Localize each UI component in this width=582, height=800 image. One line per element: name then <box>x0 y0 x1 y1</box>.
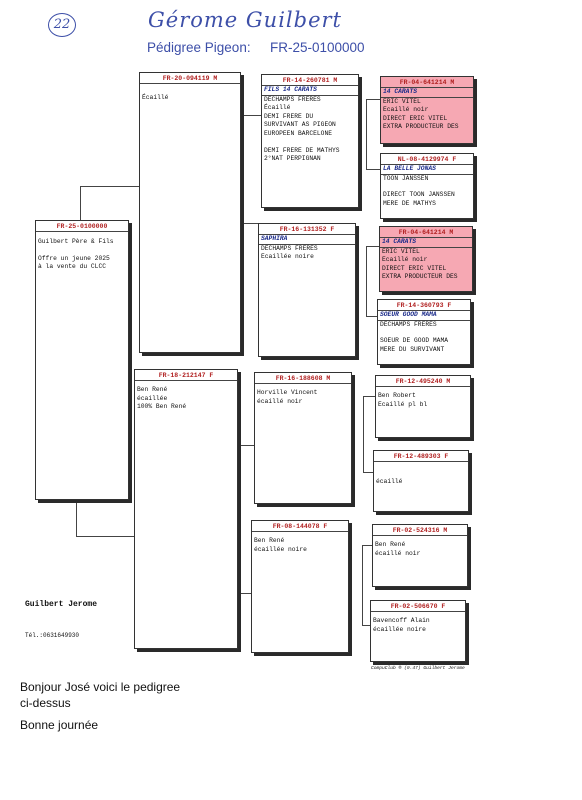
card-line: Ben René <box>254 537 285 544</box>
card-line: écaillée <box>137 394 168 402</box>
card-line: Bavencoff Alain <box>373 617 430 624</box>
card-line: MERE DE MATHYS <box>383 199 436 207</box>
card-line: SOEUR DE GOOD MAMA <box>380 337 449 345</box>
connector <box>362 545 372 546</box>
ring-number: FR-25-0100000 <box>36 221 128 232</box>
card-line: EUROPEEN BARCELONE <box>264 129 333 137</box>
card-line: Ecaillé noir <box>382 256 428 264</box>
card-line: DECHAMPS FRERES <box>264 95 321 103</box>
pigeon-card-fm <box>258 223 356 357</box>
card-line: DECHAMPS FRERES <box>380 320 437 328</box>
pigeon-card-fmm <box>377 299 471 365</box>
pigeon-card-mm <box>251 520 349 653</box>
card-line: DIRECT ERIC VITEL <box>382 264 447 272</box>
connector <box>240 445 241 593</box>
connector <box>243 115 261 116</box>
pigeon-name: 14 CARATS <box>381 88 473 98</box>
card-line: MERE DU SURVIVANT <box>380 345 445 353</box>
greeting-line-2: ci-dessus <box>20 696 71 710</box>
pedigree-ring-number: FR-25-0100000 <box>270 40 365 55</box>
card-line: Ecaillée noire <box>261 253 314 261</box>
card-line: Horville Vincent <box>257 389 318 396</box>
card-line: écaillé noir <box>375 549 421 557</box>
pigeon-card-mmf <box>372 524 468 587</box>
pigeon-name: SAPHIRA <box>259 235 355 245</box>
pigeon-card-fmf <box>379 226 473 292</box>
ring-number: FR-02-506670 F <box>371 601 465 612</box>
owner-phone: Tél.:0631649930 <box>25 632 80 639</box>
pigeon-card-ffm <box>380 153 474 219</box>
card-line: Ben René <box>375 541 406 548</box>
card-line: DEMI FRERE DE MATHYS <box>264 146 340 154</box>
card-line: DECHAMPS FRERES <box>261 244 318 252</box>
connector <box>366 169 380 170</box>
card-line <box>381 183 473 191</box>
ring-number: FR-02-524316 M <box>373 525 467 536</box>
connector <box>363 396 375 397</box>
card-line: ERIC VITEL <box>382 247 420 255</box>
farewell-text: Bonne journée <box>20 718 99 732</box>
pigeon-name: SOEUR GOOD MAMA <box>378 311 470 321</box>
ring-number: FR-16-188608 M <box>255 373 351 384</box>
connector <box>76 500 77 536</box>
pigeon-card-father <box>139 72 241 353</box>
card-line <box>262 139 358 147</box>
greeting-line-1: Bonjour José voici le pedigree <box>20 680 181 694</box>
card-line: Offre un jeune 2025 <box>38 254 110 262</box>
owner-name: Guilbert Jerome <box>25 600 98 609</box>
connector <box>366 99 380 100</box>
card-line: écaillé noir <box>257 397 303 405</box>
connector <box>80 186 81 220</box>
card-line: DIRECT TOON JANSSEN <box>383 191 455 199</box>
ring-number: FR-04-641214 M <box>381 77 473 88</box>
pigeon-name: FILS 14 CARATS <box>262 86 358 96</box>
card-line: Guilbert Père & Fils <box>38 238 114 245</box>
card-line: Ecaillé noir <box>383 106 429 114</box>
card-line: ERIC VITEL <box>383 97 421 105</box>
card-line: 2°NAT PERPIGNAN <box>264 155 321 163</box>
pigeon-card-subject <box>35 220 129 500</box>
card-line: écaillé <box>376 478 403 485</box>
pigeon-card-mfm <box>373 450 469 512</box>
connector <box>366 99 367 169</box>
pigeon-card-mff <box>375 375 471 438</box>
card-line: DEMI FRERE DU <box>264 112 314 120</box>
card-line: écaillée noire <box>254 545 307 553</box>
handwritten-owner-name: Gérome Guilbert <box>148 8 342 32</box>
ring-number: NL-08-4129974 F <box>381 154 473 165</box>
card-line: SURVIVANT AS PIGEON <box>264 121 336 129</box>
card-line <box>378 329 470 337</box>
pigeon-card-mmm <box>370 600 466 662</box>
connector <box>363 396 364 472</box>
ring-number: FR-12-489303 F <box>374 451 468 462</box>
ring-number: FR-18-212147 F <box>135 370 237 381</box>
pigeon-card-ff <box>261 74 359 208</box>
connector <box>366 246 367 316</box>
connector <box>243 115 244 223</box>
pigeon-name: LA BELLE JONAS <box>381 165 473 175</box>
card-line: 100% Ben René <box>137 403 187 411</box>
card-line <box>36 247 128 255</box>
ring-number: FR-12-495240 M <box>376 376 470 387</box>
card-line: Ecaillé pl bl <box>378 400 428 408</box>
connector <box>80 186 139 187</box>
card-line: Ben René <box>137 386 168 393</box>
connector <box>362 545 363 625</box>
connector <box>240 445 254 446</box>
software-credit: CompuClub ® (9.47) Guilbert Jerome <box>371 666 465 671</box>
card-line: Ben Robert <box>378 392 416 399</box>
pigeon-card-mf <box>254 372 352 504</box>
pigeon-name: 14 CARATS <box>380 238 472 248</box>
ring-number: FR-16-131352 F <box>259 224 355 235</box>
page-number-circled: 22 <box>48 13 76 37</box>
pigeon-card-fff <box>380 76 474 144</box>
card-line: EXTRA PRODUCTEUR DES <box>382 273 458 281</box>
pigeon-card-mother <box>134 369 238 649</box>
card-line: DIRECT ERIC VITEL <box>383 114 448 122</box>
ring-number: FR-14-360793 F <box>378 300 470 311</box>
card-line: Écaillé <box>142 94 169 101</box>
card-line: écaillée noire <box>373 625 426 633</box>
ring-number: FR-14-260781 M <box>262 75 358 86</box>
connector <box>366 246 380 247</box>
ring-number: FR-08-144078 F <box>252 521 348 532</box>
card-line: Écaillé <box>264 104 291 112</box>
card-line <box>374 462 468 478</box>
card-line: EXTRA PRODUCTEUR DES <box>383 123 459 131</box>
ring-number: FR-20-094119 M <box>140 73 240 84</box>
connector <box>76 536 135 537</box>
card-line: TOON JANSSEN <box>383 174 429 182</box>
pedigree-title: Pédigree Pigeon: <box>147 40 251 55</box>
ring-number: FR-04-641214 M <box>380 227 472 238</box>
card-line: à la vente du CLCC <box>38 263 107 271</box>
